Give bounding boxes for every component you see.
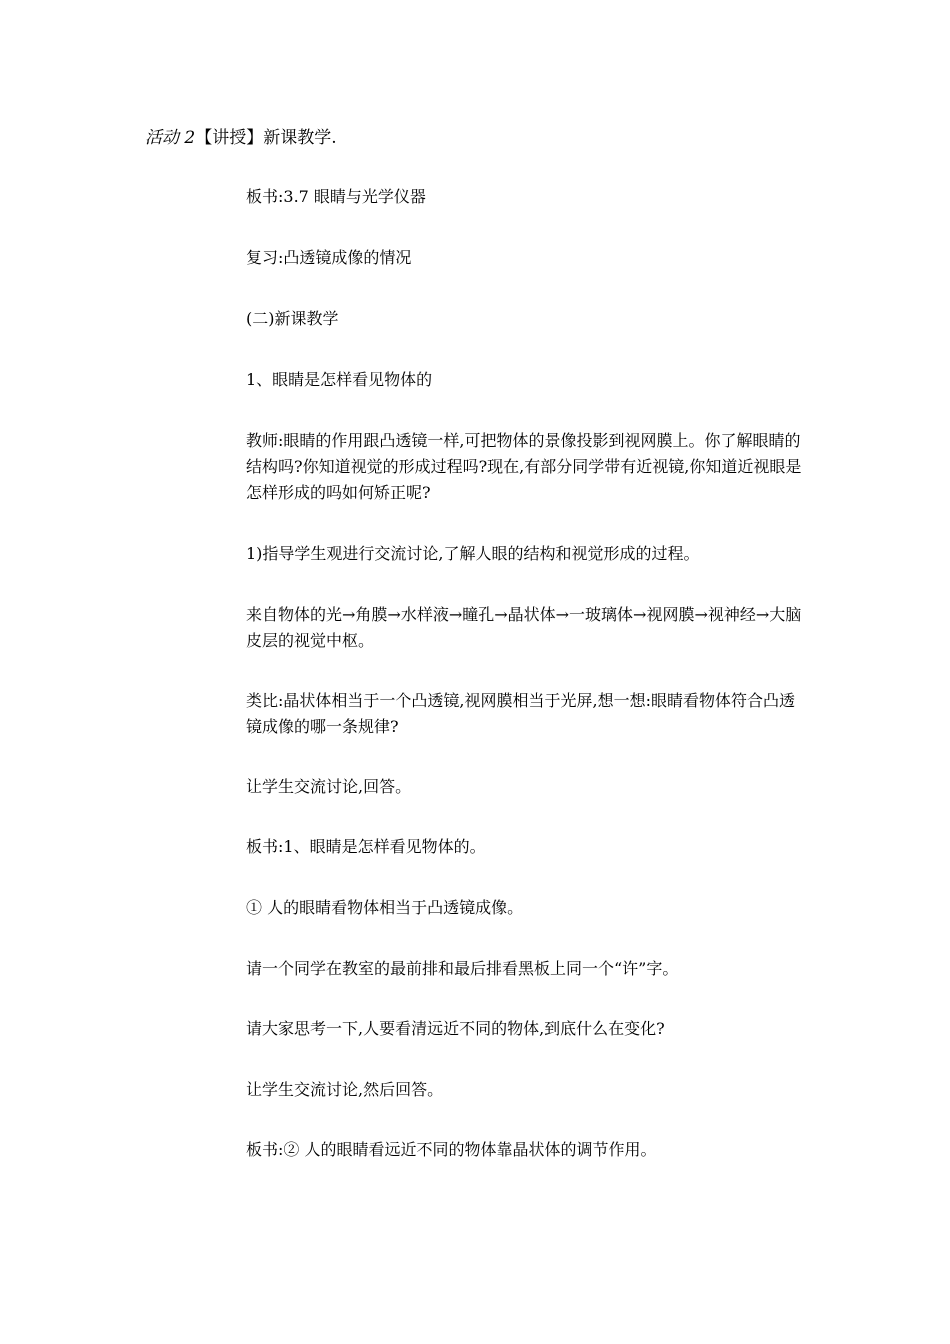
conclusion-one-paragraph: ① 人的眼睛看物体相当于凸透镜成像。 [246, 898, 524, 917]
board-point-paragraph: 板书:1、眼睛是怎样看见物体的。 [246, 837, 486, 856]
conclusion-two-paragraph: 板书:② 人的眼睛看远近不同的物体靠晶状体的调节作用。 [246, 1140, 657, 1159]
light-path-paragraph: 来自物体的光→角膜→水样液→瞳孔→晶状体→一玻璃体→视网膜→视神经→大脑皮层的视觉中枢。 [246, 605, 802, 650]
activity-title: 【讲授】新课教学. [195, 128, 337, 148]
board-title-paragraph: 板书:3.7 眼睛与光学仪器 [246, 187, 426, 206]
subsection-heading: 1、眼睛是怎样看见物体的 [246, 370, 433, 389]
section-heading: (二)新课教学 [246, 309, 339, 328]
review-paragraph: 复习:凸透镜成像的情况 [246, 248, 412, 267]
analogy-paragraph: 类比:晶状体相当于一个凸透镜,视网膜相当于光屏,想一想:眼睛看物体符合凸透镜成像的哪一条规律? [246, 691, 795, 736]
activity-heading [145, 124, 337, 152]
guidance-paragraph: 1)指导学生观进行交流讨论,了解人眼的结构和视觉形成的过程。 [246, 544, 700, 563]
teacher-paragraph: 教师:眼睛的作用跟凸透镜一样,可把物体的景像投影到视网膜上。你了解眼睛的结构吗?你知道视觉的形成过程吗?现在,有部分同学带有近视镜,你知道近视眼是怎样形成的吗如何矫正呢? [246, 431, 802, 502]
answer-paragraph: 让学生交流讨论,然后回答。 [246, 1080, 444, 1099]
experiment-paragraph: 请一个同学在教室的最前排和最后排看黑板上同一个“许”字。 [246, 959, 679, 978]
question-paragraph: 请大家思考一下,人要看清远近不同的物体,到底什么在变化? [246, 1019, 665, 1038]
discussion-paragraph: 让学生交流讨论,回答。 [246, 777, 412, 796]
activity-label: 活动 2 [145, 128, 196, 148]
